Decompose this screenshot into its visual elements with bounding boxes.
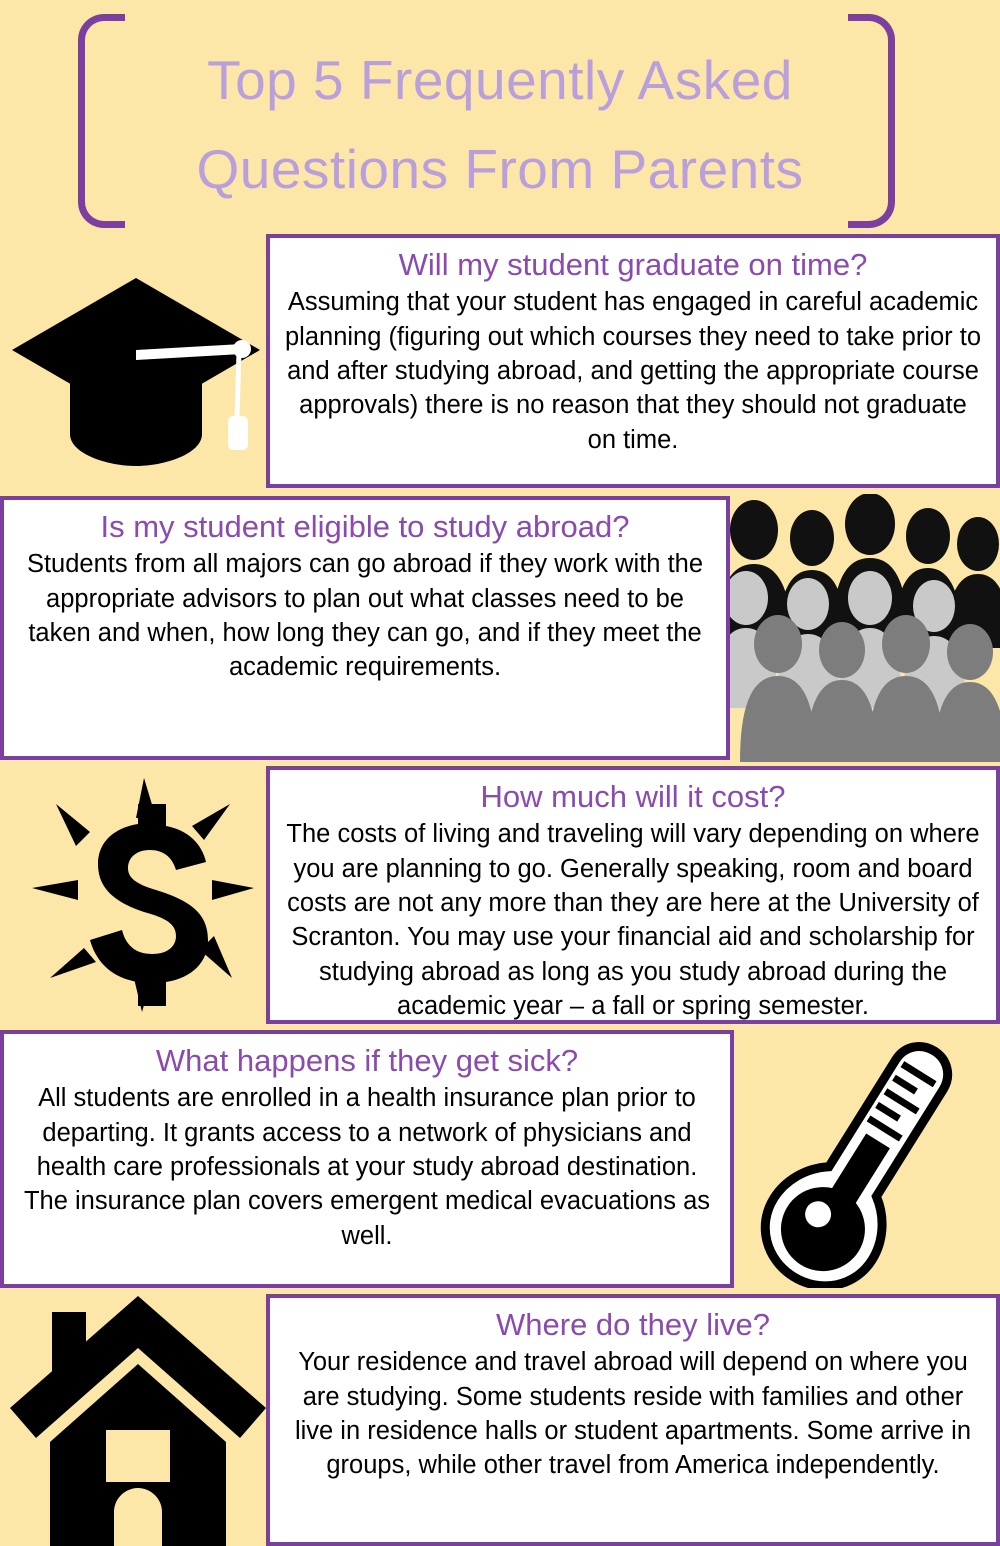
- faq-card-eligible-to-study-abroad: [0, 496, 730, 760]
- page-title: [100, 36, 900, 214]
- faq-question: Will my student graduate on time?: [398, 247, 868, 282]
- faq-card-if-they-get-sick: [0, 1030, 734, 1288]
- faq-answer: The costs of living and traveling will vary depending on where you are planning to go. Generally speaking, room and board costs are not any more than they are here at the University of Scranton. You may use your financial aid and scholarship for studying abroad as long as you study abroad during the academic year – a fall or spring semester.: [286, 820, 980, 1021]
- thermometer-icon: [736, 1026, 1000, 1288]
- faq-question: Where do they live?: [496, 1307, 770, 1342]
- faq-answer: Assuming that your student has engaged in careful academic planning (figuring out which courses they need to take prior to and after studying abroad, and getting the appropriate course approvals) there is no reason that they should not graduate on time.: [285, 288, 981, 454]
- faq-answer: All students are enrolled in a health insurance plan prior to departing. It grants access to a network of physicians and health care professionals at your study abroad destination. The insurance plan covers emergent medical evacuations as well.: [23, 1084, 711, 1250]
- graduation-cap-icon: [8, 258, 266, 484]
- faq-card-graduate-on-time: [266, 234, 1000, 488]
- faq-card-where-do-they-live: [266, 1294, 1000, 1546]
- faq-question: What happens if they get sick?: [155, 1043, 579, 1078]
- page-title-line-2: Questions From Parents: [196, 138, 804, 201]
- faq-question: How much will it cost?: [480, 779, 786, 814]
- faq-answer: Students from all majors can go abroad if they work with the appropriate advisors to plan out what classes need to be taken and when, how long they can go, and if they meet the academic requirements.: [26, 550, 704, 682]
- house-icon: [10, 1290, 266, 1546]
- group-of-people-icon: [722, 494, 1000, 762]
- page-title-line-1: Top 5 Frequently Asked: [207, 49, 793, 111]
- faq-card-how-much-cost: [266, 766, 1000, 1024]
- dollar-sign-icon: [20, 770, 266, 1020]
- header: [0, 0, 1000, 232]
- faq-answer: Your residence and travel abroad will depend on where you are studying. Some students reside with families and other live in residence halls or student apartments. Some arrive in groups, while other travel from America independently.: [294, 1348, 972, 1480]
- faq-question: Is my student eligible to study abroad?: [100, 509, 630, 544]
